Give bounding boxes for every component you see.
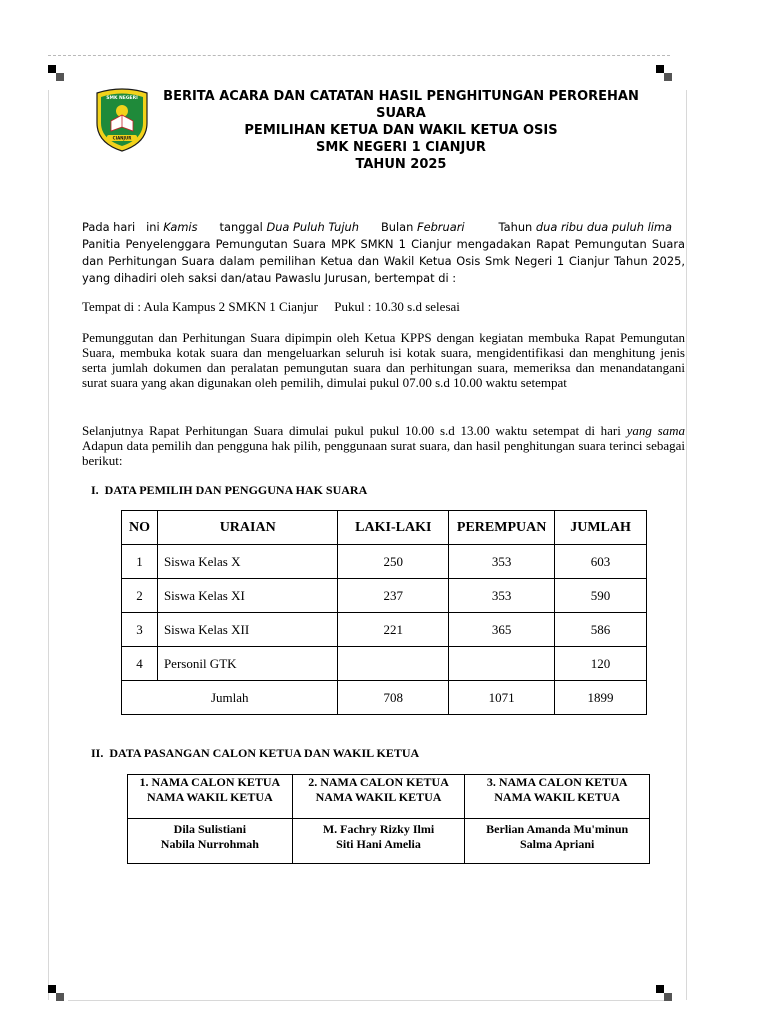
svg-text:CIANJUR: CIANJUR [112, 135, 132, 141]
column-header: URAIAN [157, 511, 338, 545]
wakil-name: Nabila Nurrohmah [160, 837, 259, 851]
header-title-line-1: BERITA ACARA DAN CATATAN HASIL PENGHITUNGAN PEROREHAN SUARA [163, 89, 639, 121]
table-row [122, 579, 647, 613]
corner-mark-top-left [48, 65, 68, 85]
table-cell: 221 [338, 613, 449, 647]
table-row [122, 647, 647, 681]
page-top-dashed-border [48, 55, 670, 56]
table-total-row [122, 681, 647, 715]
table-cell: 250 [338, 545, 449, 579]
table-cell: Siswa Kelas XI [157, 579, 338, 613]
paragraph3-italic: yang sama [626, 423, 686, 438]
ketua-name: Berlian Amanda Mu'minun [486, 822, 629, 836]
document-header [150, 88, 652, 173]
page-left-border [48, 90, 49, 1000]
intro-body: Panitia Penyelenggara Pemungutan Suara MPK SMKN 1 Cianjur mengadakan Rapat Pemungutan Suara dan Perhitungan Suara dalam pemilihan Ketua dan Wakil Ketua Osis Smk Negeri 1 Cianjur Tahun 2025, yang dihadiri oleh saksi dan/atau Pawaslu Jurusan, bertempat di : [82, 237, 685, 285]
table-cell: 586 [555, 613, 647, 647]
intro-day: Kamis [163, 220, 198, 234]
paragraph-pemungutan: Pemunggutan dan Perhitungan Suara dipimpin oleh Ketua KPPS dengan kegiatan membuka Rapat Pemungutan Suara, membuka kotak suara dan mengeluarkan seluruh isi kotak suara, mengidentifikasi dan menghitung jenis serta jumlah dokumen dan peralatan pemungutan suara dan perhitungan suara, memeriksa dan menandatangani surat suara yang akan digunakan oleh pemilih, dimulai pukul 07.00 s.d 10.00 waktu setempat [82, 330, 685, 390]
table-cell: Siswa Kelas X [157, 545, 338, 579]
column-header: PEREMPUAN [449, 511, 555, 545]
ketua-name: Dila Sulistiani [173, 822, 247, 836]
candidate-header-row [128, 775, 650, 819]
table-cell: Siswa Kelas XII [157, 613, 338, 647]
candidate-header-2 [292, 775, 465, 819]
table-cell [338, 647, 449, 681]
pukul-text: Pukul : 10.30 s.d selesai [334, 299, 460, 314]
table-cell: 4 [122, 647, 158, 681]
paragraph3-before: Selanjutnya Rapat Perhitungan Suara dimulai pukul pukul 10.00 s.d 13.00 waktu setempat di hari [82, 423, 621, 438]
paragraph3-after: Adapun data pemilih dan pengguna hak pilih, penggunaan surat suara, dan hasil penghitungan suara terinci sebagai berikut: [82, 438, 685, 468]
total-perempuan: 1071 [449, 681, 555, 715]
page-bottom-border [68, 1000, 668, 1001]
section-1-title: DATA PEMILIH DAN PENGGUNA HAK SUARA [104, 483, 368, 497]
header-year: TAHUN 2025 [355, 157, 447, 172]
table-cell: 2 [122, 579, 158, 613]
total-label: Jumlah [122, 681, 338, 715]
table-cell: Personil GTK [157, 647, 338, 681]
candidate-header-3 [465, 775, 650, 819]
table-cell: 365 [449, 613, 555, 647]
section-2-title: DATA PASANGAN CALON KETUA DAN WAKIL KETUA [109, 746, 420, 760]
candidate-header-ketua: NAMA CALON KETUA [320, 775, 449, 789]
candidate-header-wakil: NAMA WAKIL KETUA [494, 790, 621, 804]
table-cell: 120 [555, 647, 647, 681]
table-cell: 353 [449, 579, 555, 613]
intro-tanggal-label: tanggal [219, 220, 263, 234]
table-cell: 353 [449, 545, 555, 579]
table-cell [449, 647, 555, 681]
section-1-number: I. [91, 483, 99, 497]
candidate-pair-1 [128, 819, 293, 864]
intro-month: Februari [417, 220, 465, 234]
header-school-name: SMK NEGERI 1 CIANJUR [316, 140, 486, 155]
page-right-border [686, 90, 687, 1000]
tempat-line [82, 299, 460, 315]
school-logo [93, 87, 151, 153]
candidate-header-1 [128, 775, 293, 819]
table-row [122, 613, 647, 647]
candidate-number: 2. [308, 775, 318, 789]
intro-date: Dua Puluh Tujuh [266, 220, 359, 234]
candidate-header-wakil: NAMA WAKIL KETUA [315, 790, 442, 804]
corner-mark-bottom-right [656, 985, 676, 1005]
intro-bulan-label: Bulan [380, 220, 414, 234]
column-header: NO [122, 511, 158, 545]
table-header-row [122, 511, 647, 545]
tempat-text: Tempat di : Aula Kampus 2 SMKN 1 Cianjur [82, 299, 318, 314]
candidate-number: 1. [139, 775, 149, 789]
table-row [122, 545, 647, 579]
candidate-number: 3. [486, 775, 496, 789]
intro-year: dua ribu dua puluh lima [535, 220, 672, 234]
table-cell: 237 [338, 579, 449, 613]
section-2-number: II. [91, 746, 104, 760]
wakil-name: Siti Hani Amelia [336, 837, 421, 851]
total-laki-laki: 708 [338, 681, 449, 715]
column-header: JUMLAH [555, 511, 647, 545]
voter-data-table [121, 510, 647, 715]
intro-tahun-label: Tahun [498, 220, 533, 234]
intro-paragraph [82, 219, 685, 287]
intro-date-line [82, 219, 685, 236]
svg-text:SMK NEGERI: SMK NEGERI [106, 96, 138, 101]
column-header: LAKI-LAKI [338, 511, 449, 545]
table-cell: 3 [122, 613, 158, 647]
table-cell: 1 [122, 545, 158, 579]
intro-ini: ini [146, 220, 160, 234]
table-cell: 603 [555, 545, 647, 579]
section-1-heading [91, 483, 367, 498]
paragraph-perhitungan [82, 423, 685, 468]
candidate-names-row [128, 819, 650, 864]
corner-mark-top-right [656, 65, 676, 85]
header-title-line-2: PEMILIHAN KETUA DAN WAKIL KETUA OSIS [244, 123, 558, 138]
wakil-name: Salma Apriani [519, 837, 595, 851]
ketua-name: M. Fachry Rizky Ilmi [322, 822, 435, 836]
section-2-heading [91, 746, 419, 761]
corner-mark-bottom-left [48, 985, 68, 1005]
candidate-header-wakil: NAMA WAKIL KETUA [146, 790, 273, 804]
candidate-header-ketua: NAMA CALON KETUA [151, 775, 281, 789]
table-cell: 590 [555, 579, 647, 613]
intro-pada-hari: Pada hari [82, 220, 136, 234]
candidate-pair-2 [292, 819, 465, 864]
candidate-pair-3 [465, 819, 650, 864]
candidate-table [127, 774, 650, 864]
total-jumlah: 1899 [555, 681, 647, 715]
candidate-header-ketua: NAMA CALON KETUA [498, 775, 628, 789]
